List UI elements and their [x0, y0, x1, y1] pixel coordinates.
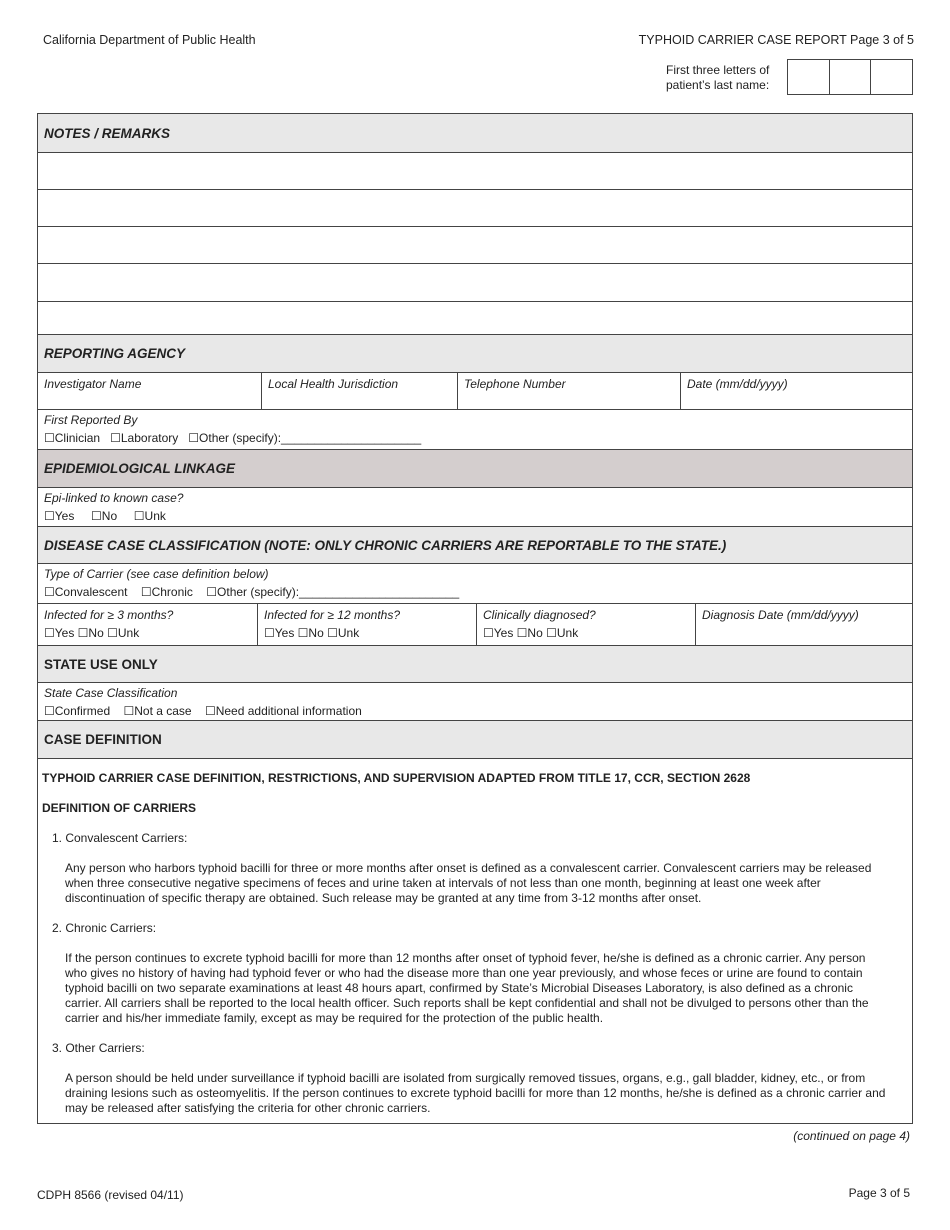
- case-definition-heading: TYPHOID CARRIER CASE DEFINITION, RESTRICTIONS, AND SUPERVISION ADAPTED FROM TITLE 17, CCR, SECTION 2628: [42, 771, 751, 785]
- infected-3-months-options[interactable]: ☐Yes ☐No ☐Unk: [44, 626, 140, 640]
- state-classification-label: State Case Classification: [44, 686, 178, 700]
- not-a-case-checkbox[interactable]: ☐Not a case: [123, 704, 192, 718]
- initials-label: [666, 63, 769, 93]
- laboratory-checkbox[interactable]: ☐Laboratory: [110, 431, 179, 445]
- infected-12-months-options[interactable]: ☐Yes ☐No ☐Unk: [264, 626, 360, 640]
- report-date-label: Date (mm/dd/yyyy): [687, 377, 788, 391]
- epi-linked-row: [38, 487, 912, 526]
- state-use-section-header: [38, 645, 912, 682]
- notes-line-5[interactable]: [38, 301, 912, 334]
- telephone-label: Telephone Number: [464, 377, 566, 391]
- initial-box-3[interactable]: [870, 59, 913, 95]
- diagnosis-date-label: Diagnosis Date (mm/dd/yyyy): [702, 608, 859, 622]
- telephone-field[interactable]: [457, 373, 680, 409]
- report-date-field[interactable]: [680, 373, 912, 409]
- other-carriers-title: 3. Other Carriers:: [52, 1041, 145, 1055]
- clinically-diagnosed-options[interactable]: ☐Yes ☐No ☐Unk: [483, 626, 579, 640]
- case-definition-body: [38, 758, 912, 1123]
- report-form: [37, 113, 913, 1124]
- clinically-diagnosed-label: Clinically diagnosed?: [483, 608, 596, 622]
- confirmed-checkbox[interactable]: ☐Confirmed: [44, 704, 111, 718]
- investigator-name-label: Investigator Name: [44, 377, 142, 391]
- other-carrier-checkbox[interactable]: ☐Other (specify):________________________: [206, 585, 460, 599]
- classification-section-header: [38, 526, 912, 563]
- infected-12-months-field: [257, 604, 476, 645]
- case-definition-title: CASE DEFINITION: [44, 732, 162, 747]
- notes-line-4[interactable]: [38, 263, 912, 301]
- need-info-checkbox[interactable]: ☐Need additional information: [204, 704, 362, 718]
- initials-label-line-1: First three letters of: [666, 63, 770, 77]
- clinician-checkbox[interactable]: ☐Clinician: [44, 431, 101, 445]
- chronic-carriers-text: If the person continues to excrete typhoid bacilli for more than 12 months after onset of typhoid fever, he/she is defined as a chronic carrier. Any person who gives no history of having had typhoid fever or who had the disease more than one year previously, and whose feces or urine are found to contain typhoid bacilli on two separate examinations at least 48 hours apart, confirmed by State’s Microbial Diseases Laboratory, is also defined as a chronic carrier. All carriers shall be reported to the local health officer. Such reports shall be kept confidential and shall not be divulged to persons other than the carrier and his/her immediate family, except as may be required for the protection of the public health.: [65, 951, 869, 1025]
- report-title: TYPHOID CARRIER CASE REPORT Page 3 of 5: [638, 33, 914, 47]
- epi-yes-checkbox[interactable]: ☐Yes: [44, 509, 75, 523]
- infected-3-months-field: [38, 604, 257, 645]
- initials-label-line-2: patient’s last name:: [666, 78, 770, 92]
- infection-questions-row: [38, 603, 912, 645]
- investigator-name-field[interactable]: [38, 373, 261, 409]
- first-reported-label: First Reported By: [44, 413, 138, 427]
- other-reporter-checkbox[interactable]: ☐Other (specify):_____________________: [188, 431, 422, 445]
- convalescent-checkbox[interactable]: ☐Convalescent: [44, 585, 128, 599]
- chronic-carriers-title: 2. Chronic Carriers:: [52, 921, 157, 935]
- form-id: CDPH 8566 (revised 04/11): [37, 1188, 184, 1202]
- reporting-title: REPORTING AGENCY: [44, 346, 186, 361]
- epi-linked-label: Epi-linked to known case?: [44, 491, 184, 505]
- continued-note: (continued on page 4): [793, 1129, 910, 1143]
- carrier-type-row: [38, 563, 912, 603]
- epi-no-checkbox[interactable]: ☐No: [91, 509, 118, 523]
- chronic-checkbox[interactable]: ☐Chronic: [140, 585, 193, 599]
- epi-unk-checkbox[interactable]: ☐Unk: [133, 509, 166, 523]
- diagnosis-date-field[interactable]: [695, 604, 912, 645]
- epi-section-header: [38, 449, 912, 487]
- initial-box-1[interactable]: [787, 59, 830, 95]
- state-classification-row: [38, 682, 912, 720]
- jurisdiction-label: Local Health Jurisdiction: [268, 377, 399, 391]
- state-use-title: STATE USE ONLY: [44, 656, 158, 672]
- notes-section-header: [38, 114, 912, 152]
- epi-title: EPIDEMIOLOGICAL LINKAGE: [44, 461, 236, 476]
- notes-line-2[interactable]: [38, 189, 912, 226]
- initial-box-2[interactable]: [829, 59, 871, 95]
- notes-title: NOTES / REMARKS: [44, 125, 171, 141]
- page-number: Page 3 of 5: [848, 1186, 910, 1200]
- jurisdiction-field[interactable]: [261, 373, 457, 409]
- notes-line-3[interactable]: [38, 226, 912, 263]
- convalescent-carriers-title: 1. Convalescent Carriers:: [52, 831, 188, 845]
- notes-line-1[interactable]: [38, 152, 912, 189]
- reporting-fields-row: [38, 372, 912, 409]
- infected-12-months-label: Infected for ≥ 12 months?: [264, 608, 400, 622]
- carrier-type-label: Type of Carrier (see case definition below): [44, 567, 269, 581]
- agency-name: California Department of Public Health: [43, 33, 256, 47]
- infected-3-months-label: Infected for ≥ 3 months?: [44, 608, 174, 622]
- clinically-diagnosed-field: [476, 604, 695, 645]
- other-carriers-text: A person should be held under surveillance if typhoid bacilli are isolated from surgically removed tissues, organs, e.g., gall bladder, kidney, etc., or from draining lesions such as osteomyelitis. If the person continues to excrete typhoid bacilli for more than 12 months, he/she is defined as a chronic carrier and may be released after satisfying the criteria for other chronic carriers.: [65, 1071, 886, 1115]
- reporting-section-header: [38, 334, 912, 372]
- definition-of-carriers-heading: DEFINITION OF CARRIERS: [42, 801, 197, 815]
- classification-title: DISEASE CASE CLASSIFICATION (NOTE: ONLY CHRONIC CARRIERS ARE REPORTABLE TO THE STATE.): [44, 537, 727, 553]
- convalescent-carriers-text: Any person who harbors typhoid bacilli for three or more months after onset is defined as a convalescent carrier. Convalescent carriers may be released when three consecutive negative specimens of feces and urine taken at intervals of not less than one month, beginning at least one week after discontinuation of specific therapy are obtained. Such release may be granted at any time from 3-12 months after onset.: [65, 861, 872, 905]
- first-reported-row: [38, 409, 912, 449]
- case-definition-section-header: [38, 720, 912, 758]
